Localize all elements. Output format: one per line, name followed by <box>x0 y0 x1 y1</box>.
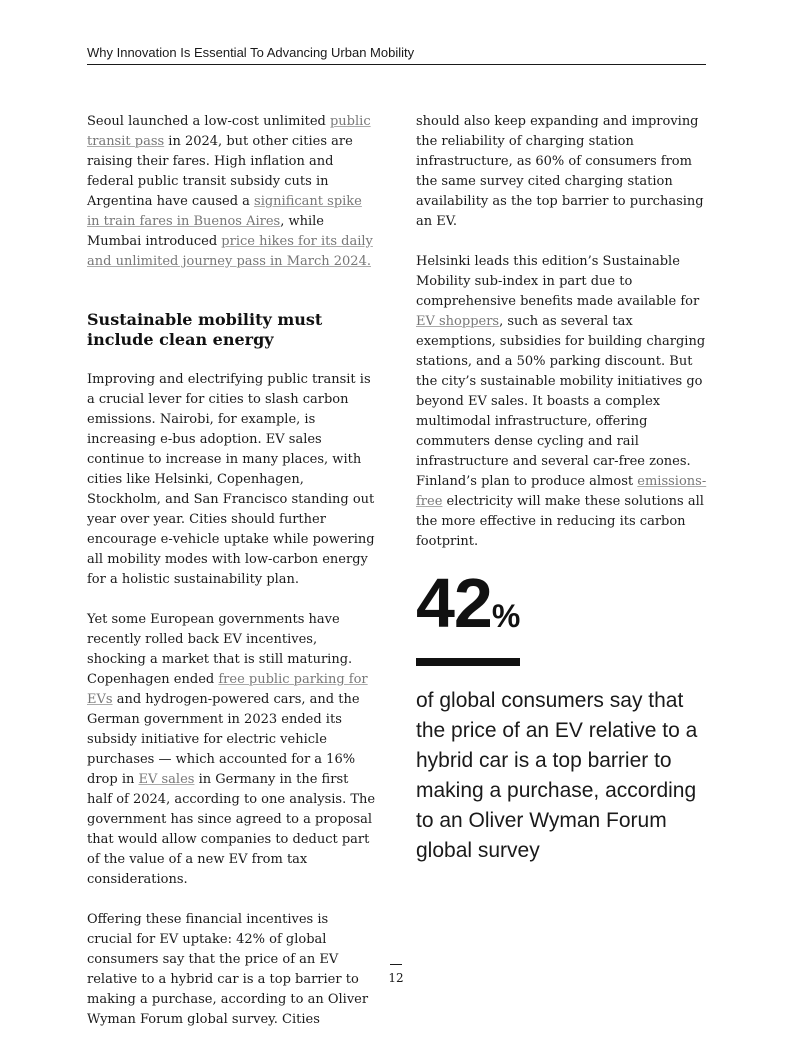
paragraph-text: , such as several tax exemptions, subsidies for building charging stations, and a 50% parking discount. But the city’s sustainable mobility initiatives go beyond EV sales. It boasts a complex multimodal infrastructure, offering commuters dense cycling and rail infrastructure and several car-free zones. Finland’s plan to produce almost <box>416 314 706 489</box>
body-paragraph: Offering these financial incentives is crucial for EV uptake: 42% of global consumers say that the price of an EV relative to a hybrid car is a top barrier to making a purchase, according to an Oliver Wyman Forum global survey. Cities <box>87 912 369 1027</box>
stat-unit: % <box>491 598 521 634</box>
mumbai-price-hikes-link[interactable]: price hikes for its daily and unlimited journey pass in March 2024. <box>87 234 373 269</box>
document-title: Why Innovation Is Essential To Advancing Urban Mobility <box>87 45 415 60</box>
page-number: 12 <box>388 971 404 985</box>
paragraph-text: electricity will make these solutions all the more effective in reducing its carbon footprint. <box>416 494 704 549</box>
right-column <box>416 112 708 552</box>
paragraph-text: Helsinki leads this edition’s Sustainable Mobility sub-index in part due to comprehensive benefits made available for <box>416 254 700 309</box>
paragraph-text: Yet some European governments have recently rolled back EV incentives, shocking a market that is still maturing. Copenhagen ended <box>87 612 353 687</box>
stat-number: 42 <box>416 564 492 642</box>
emissions-free-link[interactable]: emissions-free <box>416 474 707 509</box>
body-paragraph: should also keep expanding and improving the reliability of charging station infrastructure, as 60% of consumers from the same survey cited charging station availability as the top barrier to purchasing an EV. <box>416 114 704 229</box>
paragraph-text: in 2024, but other cities are raising their fares. High inflation and federal public transit subsidy cuts in Argentina have caused a <box>87 134 353 209</box>
paragraph-text: Seoul launched a low-cost unlimited <box>87 114 330 129</box>
page-footer <box>376 964 416 985</box>
stat-caption: of global consumers say that the price of an EV relative to a hybrid car is a top barrier to making a purchase, according to an Oliver Wyman Forum global survey <box>416 689 698 862</box>
pull-stat <box>416 564 716 866</box>
buenos-aires-fares-link[interactable]: significant spike in train fares in Buenos Aires <box>87 194 362 229</box>
left-column <box>87 112 377 1030</box>
running-header <box>87 46 706 65</box>
stat-figure <box>416 564 521 666</box>
ev-sales-link[interactable]: EV sales <box>138 772 195 787</box>
footer-rule <box>390 964 402 965</box>
free-parking-evs-link[interactable]: free public parking for EVs <box>87 672 368 707</box>
body-paragraph <box>87 610 377 890</box>
body-paragraph <box>87 112 377 272</box>
body-paragraph: Improving and electrifying public transit is a crucial lever for cities to slash carbon emissions. Nairobi, for example, is increasing e-bus adoption. EV sales continue to increase in many places, with cities like Helsinki, Copenhagen, Stockholm, and San Francisco standing out year over year. Cities should further encourage e-vehicle uptake while powering all mobility modes with low-carbon energy for a holistic sustainability plan. <box>87 372 375 587</box>
paragraph-text: in Germany in the first half of 2024, according to one analysis. The government has since agreed to a proposal that would allow companies to deduct part of the value of a new EV from tax considerations. <box>87 772 376 887</box>
ev-shoppers-link[interactable]: EV shoppers <box>416 314 500 329</box>
paragraph-text: , while Mumbai introduced <box>87 214 324 249</box>
body-paragraph <box>416 252 708 552</box>
public-transit-pass-link[interactable]: public transit pass <box>87 114 371 149</box>
section-heading: Sustainable mobility must include clean energy <box>87 310 323 349</box>
paragraph-text: and hydrogen-powered cars, and the German government in 2023 ended its subsidy initiative for electric vehicle purchases — which accounted for a 16% drop in <box>87 692 360 787</box>
